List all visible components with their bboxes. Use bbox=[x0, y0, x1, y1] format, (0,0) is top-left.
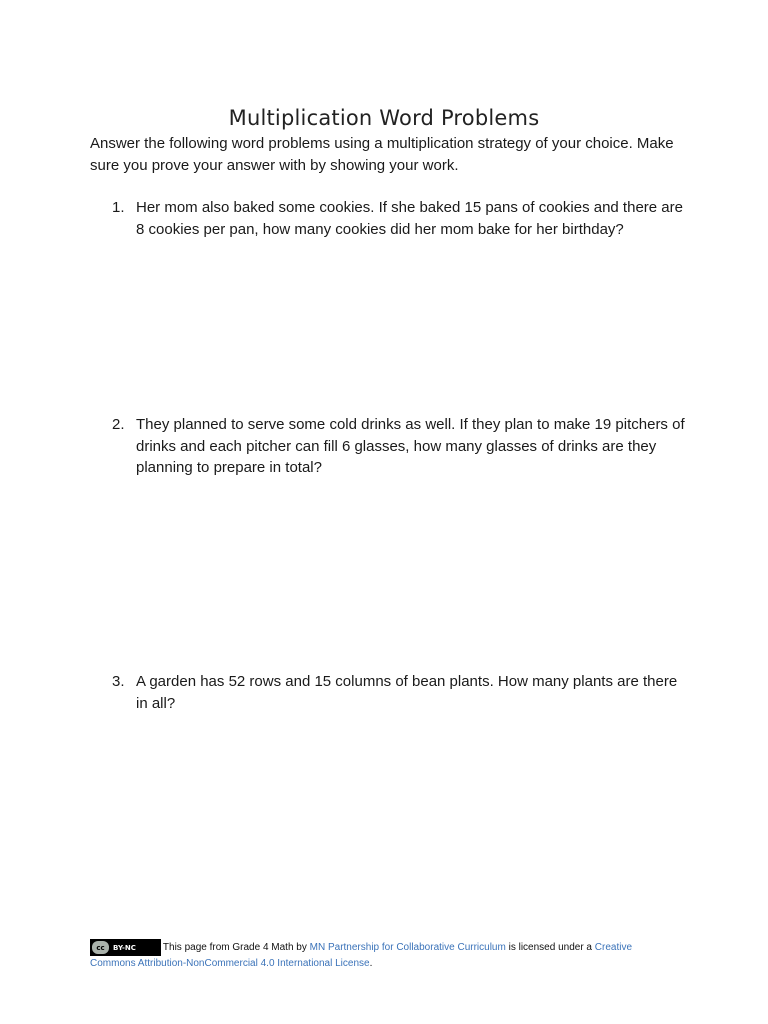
page-title: Multiplication Word Problems bbox=[228, 106, 540, 131]
problem-number: 2. bbox=[112, 416, 125, 433]
problem-3 bbox=[112, 671, 692, 714]
cc-badge-text: BY-NC bbox=[113, 943, 136, 952]
cc-license-badge-icon[interactable] bbox=[90, 939, 161, 956]
problem-number: 1. bbox=[112, 199, 125, 216]
problem-text: They planned to serve some cold drinks as well. If they plan to make 19 pitchers of drinks and each pitcher can fill 6 glasses, how many glasses of drinks are they planning to prepare in total? bbox=[136, 416, 685, 476]
footer-text: is licensed under a bbox=[505, 942, 595, 954]
mn-partnership-link[interactable]: MN Partnership for Collaborative Curriculum bbox=[309, 942, 506, 954]
problem-text: Her mom also baked some cookies. If she baked 15 pans of cookies and there are 8 cookies per pan, how many cookies did her mom bake for her birthday? bbox=[136, 199, 683, 238]
problem-2 bbox=[112, 414, 692, 479]
license-link[interactable]: Creative Commons Attribution-NonCommercial 4.0 International License bbox=[90, 942, 633, 970]
problem-number: 3. bbox=[112, 673, 125, 690]
footer-text: . bbox=[369, 958, 373, 970]
footer-text: This page from Grade 4 Math by bbox=[162, 942, 310, 954]
license-footer bbox=[90, 939, 650, 972]
problem-text: A garden has 52 rows and 15 columns of bean plants. How many plants are there in all? bbox=[136, 673, 678, 712]
cc-logo-icon: cc bbox=[92, 941, 109, 954]
instructions: Answer the following word problems using a multiplication strategy of your choice. Make sure you prove your answer with by showing your work. bbox=[90, 135, 674, 174]
problem-1 bbox=[112, 197, 692, 240]
